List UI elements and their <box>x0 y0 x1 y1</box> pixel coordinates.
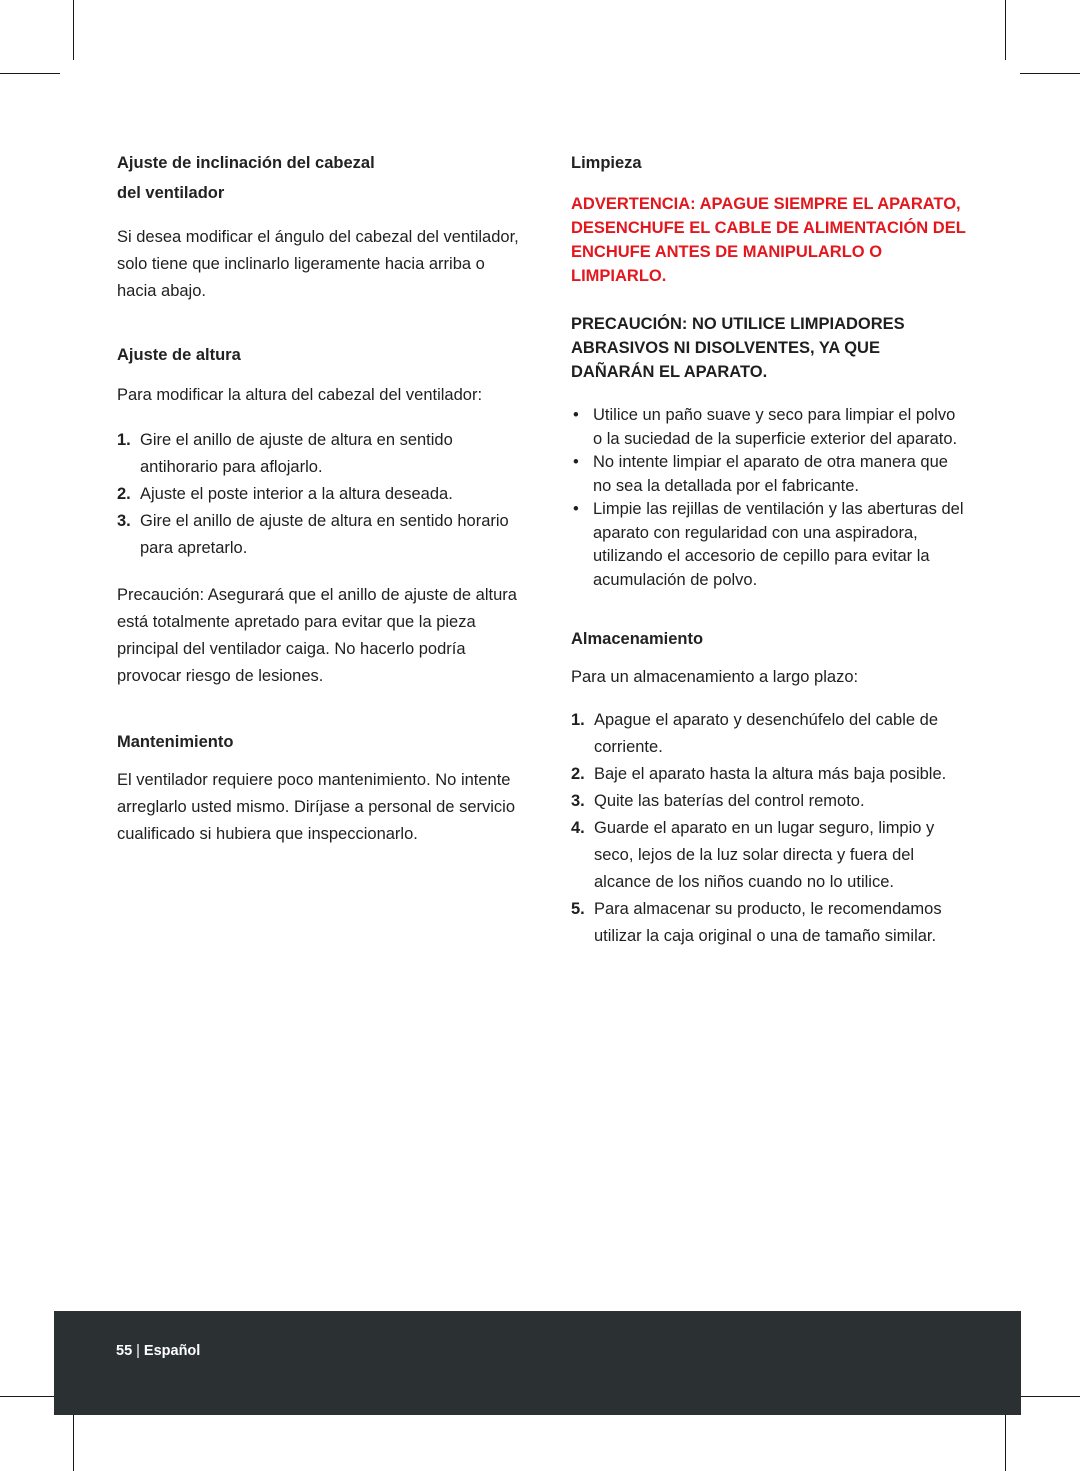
step-number: 1. <box>571 711 585 729</box>
cleaning-bullets <box>571 404 966 592</box>
crop-mark-tl-horizontal <box>0 73 60 74</box>
step-text: Gire el anillo de ajuste de altura en sentido antihorario para aflojarlo. <box>140 431 453 476</box>
tilt-heading <box>117 148 527 208</box>
step-text: Gire el anillo de ajuste de altura en sentido horario para apretarlo. <box>140 512 509 557</box>
step-text: Para almacenar su producto, le recomendamos utilizar la caja original o una de tamaño similar. <box>594 900 942 945</box>
height-caution: Precaución: Asegurará que el anillo de ajuste de altura está totalmente apretado para evitar que la pieza principal del ventilador caiga. No hacerlo podría provocar riesgo de lesiones. <box>117 586 517 685</box>
step-text: Quite las baterías del control remoto. <box>594 792 865 810</box>
step-number: 4. <box>571 819 585 837</box>
step-number: 2. <box>571 765 585 783</box>
tilt-heading-line1: Ajuste de inclinación del cabezal <box>117 154 375 172</box>
step-number: 2. <box>117 485 131 503</box>
bullet-dot: • <box>573 500 579 518</box>
cleaning-caution: PRECAUCIÓN: NO UTILICE LIMPIADORES ABRASIVOS NI DISOLVENTES, YA QUE DAÑARÁN EL APARATO. <box>571 315 905 381</box>
maintenance-body: El ventilador requiere poco mantenimiento. No intente arreglarlo usted mismo. Diríjase a personal de servicio cualificado si hubiera que inspeccionarlo. <box>117 771 515 843</box>
height-intro: Para modificar la altura del cabezal del ventilador: <box>117 386 483 404</box>
height-steps <box>117 427 527 562</box>
height-step <box>117 508 527 562</box>
crop-mark-tl-vertical <box>73 0 74 60</box>
right-column <box>571 148 966 970</box>
footer-language: Español <box>143 1343 201 1359</box>
crop-mark-br-vertical <box>1005 1411 1006 1471</box>
tilt-heading-line2: del ventilador <box>117 184 225 202</box>
cleaning-bullet <box>571 498 966 592</box>
crop-mark-bl-vertical <box>73 1411 74 1471</box>
maintenance-heading: Mantenimiento <box>117 733 234 751</box>
crop-mark-tr-vertical <box>1005 0 1006 60</box>
cleaning-warning: ADVERTENCIA: APAGUE SIEMPRE EL APARATO, DESENCHUFE EL CABLE DE ALIMENTACIÓN DEL ENCHUFE ANTES DE MANIPULARLO O LIMPIARLO. <box>571 195 966 285</box>
height-heading: Ajuste de altura <box>117 346 241 364</box>
bullet-text: Limpie las rejillas de ventilación y las aberturas del aparato con regularidad con una aspiradora, utilizando el accesorio de cepillo para evitar la acumulación de polvo. <box>593 500 964 589</box>
step-number: 3. <box>117 512 131 530</box>
height-step <box>117 481 527 508</box>
step-number: 1. <box>117 431 131 449</box>
left-column <box>117 148 527 864</box>
step-text: Baje el aparato hasta la altura más baja posible. <box>594 765 947 783</box>
step-text: Guarde el aparato en un lugar seguro, limpio y seco, lejos de la luz solar directa y fuera del alcance de los niños cuando no lo utilice. <box>594 819 935 891</box>
cleaning-heading: Limpieza <box>571 154 642 172</box>
storage-step <box>571 788 966 815</box>
crop-mark-br-horizontal <box>1020 1396 1080 1397</box>
storage-intro: Para un almacenamiento a largo plazo: <box>571 668 859 686</box>
bullet-dot: • <box>573 453 579 471</box>
step-number: 5. <box>571 900 585 918</box>
step-number: 3. <box>571 792 585 810</box>
cleaning-bullet <box>571 451 966 498</box>
page-number: 55 <box>116 1343 133 1359</box>
crop-mark-bl-horizontal <box>0 1396 60 1397</box>
step-text: Apague el aparato y desenchúfelo del cable de corriente. <box>594 711 939 756</box>
storage-step <box>571 707 966 761</box>
bullet-text: No intente limpiar el aparato de otra manera que no sea la detallada por el fabricante. <box>593 453 948 495</box>
tilt-body: Si desea modificar el ángulo del cabezal del ventilador, solo tiene que inclinarlo ligeramente hacia arriba o hacia abajo. <box>117 228 519 300</box>
footer-separator: | <box>136 1343 140 1359</box>
crop-mark-tr-horizontal <box>1020 73 1080 74</box>
height-step <box>117 427 527 481</box>
storage-steps <box>571 707 966 950</box>
footer-label <box>116 1343 200 1359</box>
bullet-dot: • <box>573 406 579 424</box>
cleaning-bullet <box>571 404 966 451</box>
storage-step <box>571 896 966 950</box>
storage-heading: Almacenamiento <box>571 630 704 648</box>
page-footer <box>54 1311 1021 1415</box>
bullet-text: Utilice un paño suave y seco para limpiar el polvo o la suciedad de la superficie exterior del aparato. <box>593 406 958 448</box>
storage-step <box>571 815 966 896</box>
step-text: Ajuste el poste interior a la altura deseada. <box>140 485 453 503</box>
storage-step <box>571 761 966 788</box>
